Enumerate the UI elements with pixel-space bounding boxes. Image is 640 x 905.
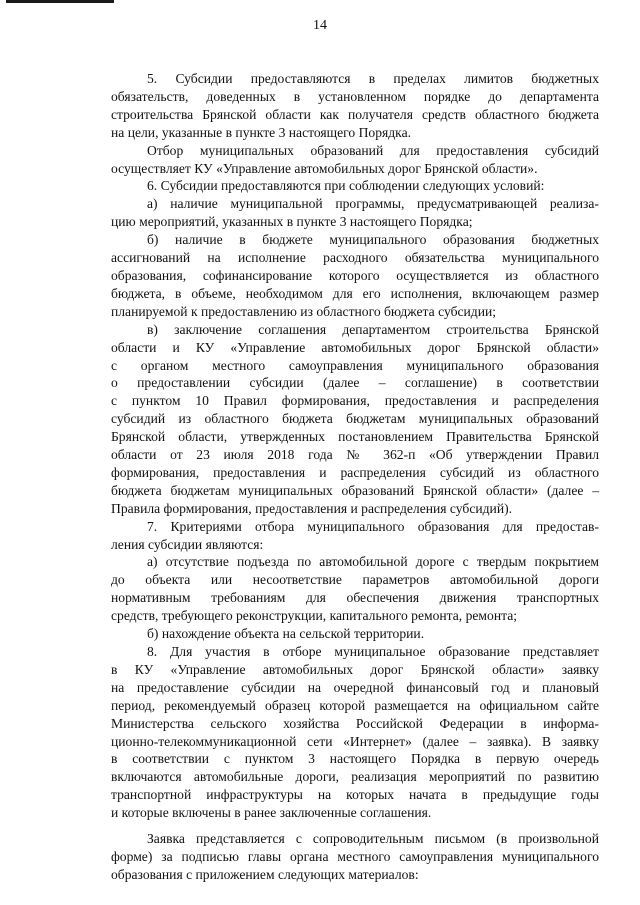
text-line: обязательств, доведенных в установленном порядке до департамента	[111, 88, 599, 104]
text-line: Заявка представляется с сопроводительным письмом (в произвольной	[147, 831, 599, 847]
text-line: ционно-телекоммуникационной сети «Интернет» (далее – заявка). В заявку	[111, 733, 599, 749]
text-line: в соответствии с пунктом 3 настоящего Порядка в первую очередь	[111, 751, 599, 767]
paragraph	[111, 177, 599, 195]
top-rule	[6, 0, 114, 3]
text-line: нормативным требованиям для обеспечения движения транспортных	[111, 590, 599, 606]
paragraph	[111, 518, 599, 554]
text-line: на предоставление субсидии на очередной финансовый год и плановый	[111, 679, 599, 695]
paragraph	[111, 195, 599, 231]
text-line: бюджета, в объеме, необходимом для его исполнения, включающем размер	[111, 285, 599, 301]
paragraph	[111, 231, 599, 321]
text-line: осуществляет КУ «Управление автомобильных дорог Брянской области».	[111, 160, 538, 176]
text-line: Отбор муниципальных образований для предоставления субсидий	[147, 142, 599, 158]
text-line: образования, софинансирование которого осуществляется из областного	[111, 267, 599, 283]
paragraph	[111, 625, 599, 643]
text-line: Министерства сельского хозяйства Российской Федерации в информа-	[111, 715, 599, 731]
text-line: форме) за подписью главы органа местного самоуправления муниципального	[111, 848, 599, 864]
text-line: б) наличие в бюджете муниципального образования бюджетных	[147, 232, 599, 248]
text-line: период, рекомендуемый образец которой размещается на официальном сайте	[111, 697, 599, 713]
text-line: и которые включены в ранее заключенные соглашения.	[111, 805, 432, 821]
text-line: формирования, предоставления и распределения субсидий из областного	[111, 464, 599, 480]
page-number: 14	[313, 18, 327, 33]
text-line: в КУ «Управление автомобильных дорог Брянской области» заявку	[111, 661, 599, 677]
paragraph	[111, 553, 599, 625]
text-line: планируемой к предоставлению из областного бюджета субсидии;	[111, 303, 497, 319]
text-line: цию мероприятий, указанных в пункте 3 настоящего Порядка;	[111, 214, 473, 230]
paragraph	[111, 830, 599, 884]
document-body	[111, 70, 599, 884]
text-line: 6. Субсидии предоставляются при соблюдении следующих условий:	[147, 178, 545, 194]
text-line: о предоставлении субсидии (далее – соглашение) в соответствии	[111, 375, 599, 391]
text-line: с пунктом 10 Правил формирования, предоставления и распределения	[111, 393, 599, 409]
text-line: 8. Для участия в отборе муниципальное образование представляет	[147, 644, 599, 659]
text-line: б) нахождение объекта на сельской территории.	[147, 626, 425, 642]
text-line: области от 23 июля 2018 года № 362-п «Об утверждении Правил	[111, 447, 599, 463]
text-line: области и КУ «Управление автомобильных дорог Брянской области»	[111, 339, 599, 355]
text-line: субсидий из областного бюджета бюджетам муниципальных образований	[111, 411, 599, 427]
paragraph-gap	[111, 822, 599, 830]
text-line: а) отсутствие подъезда по автомобильной дороге с твердым покрытием	[147, 554, 599, 570]
text-line: в) заключение соглашения департаментом строительства Брянской	[147, 321, 599, 337]
paragraph	[111, 142, 599, 178]
paragraph	[111, 643, 599, 822]
text-line: Правила формирования, предоставления и распределения субсидий).	[111, 500, 513, 516]
text-line: с органом местного самоуправления муниципального образования	[111, 357, 599, 373]
text-line: средств, требующего реконструкции, капитального ремонта, ремонта;	[111, 608, 518, 624]
text-line: Брянской области, утвержденных постановлением Правительства Брянской	[111, 429, 599, 445]
text-line: до объекта или несоответствие параметров автомобильной дороги	[111, 572, 599, 588]
paragraph	[111, 321, 599, 518]
paragraph	[111, 70, 599, 142]
text-line: ления субсидии являются:	[111, 536, 264, 552]
text-line: образования с приложением следующих материалов:	[111, 866, 419, 882]
text-line: а) наличие муниципальной программы, предусматривающей реализа-	[147, 196, 599, 212]
text-line: 5. Субсидии предоставляются в пределах лимитов бюджетных	[147, 71, 599, 86]
text-line: транспортной инфраструктуры на которых начата в предыдущие годы	[111, 787, 599, 803]
text-line: строительства Брянской области как получателя средств областного бюджета	[111, 106, 599, 122]
text-line: включаются автомобильные дороги, реализация мероприятий по развитию	[111, 769, 599, 785]
text-line: 7. Критериями отбора муниципального образования для предостав-	[147, 518, 599, 534]
text-line: бюджета бюджетам муниципальных образований Брянской области» (далее –	[111, 482, 599, 498]
text-line: на цели, указанные в пункте 3 настоящего Порядка.	[111, 124, 412, 140]
text-line: ассигнований на исполнение расходного обязательства муниципального	[111, 250, 599, 266]
